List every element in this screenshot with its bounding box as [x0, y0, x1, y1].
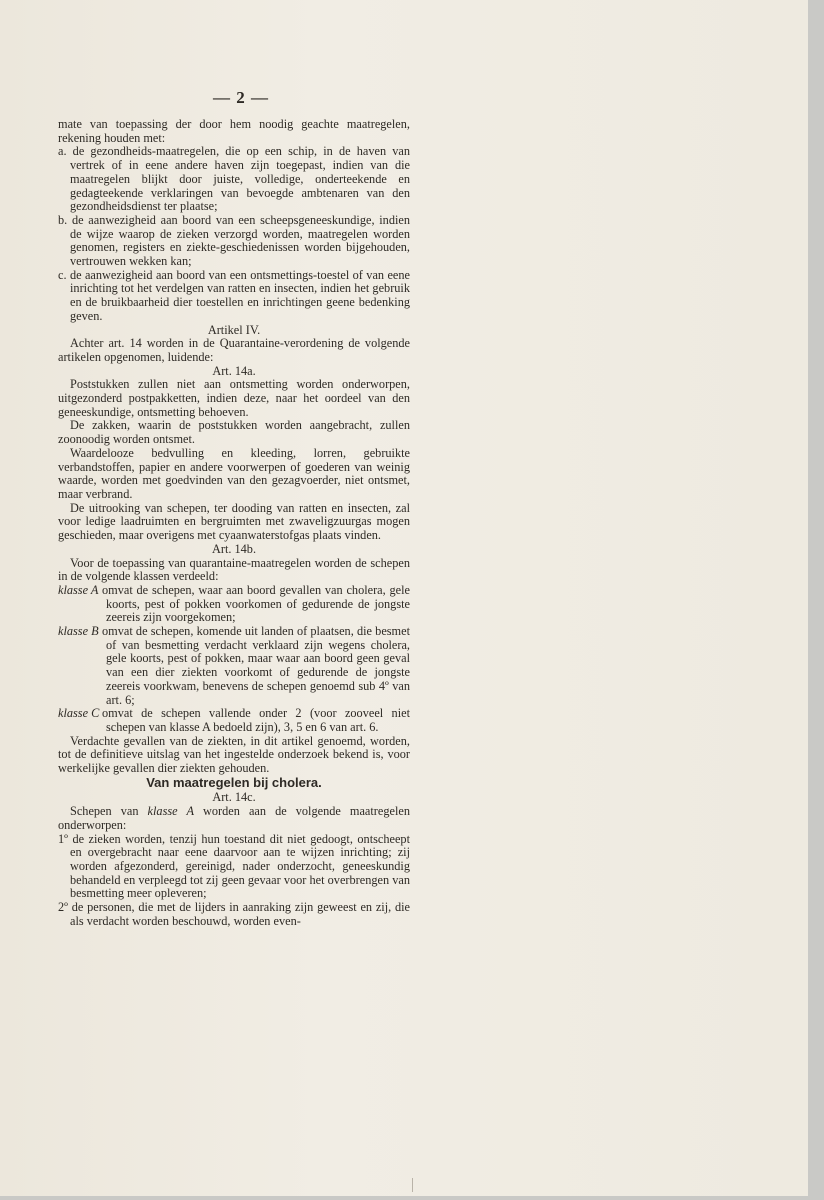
numbered-item-1: 1º de zieken worden, tenzij hun toestand dit niet gedoogt, ontscheept en overgebracht naar eene daarvoor aan te wijzen inrichting; zij worden afgezonderd, gereinigd, nader onderzocht, geneeskundig behandeld en verpleegd tot zij geen gevaar voor het overbrengen van besmetting meer opleveren;	[58, 831, 410, 901]
paragraph-intro: mate van toepassing der door hem noodig geachte maatregelen, rekening houden met:	[58, 117, 410, 145]
numbered-item-2: 2º de personen, die met de lijders in aanraking zijn geweest en zij, die als verdacht worden beschouwd, worden even-	[58, 900, 410, 928]
page-edge	[808, 0, 824, 1200]
fold-mark	[412, 1178, 413, 1192]
klasse-ref: klasse A	[147, 804, 194, 819]
article-heading: Artikel IV.	[207, 322, 261, 337]
list-item-c: c. de aanwezigheid aan boord van een ontsmettings-toestel of van eene inrichting tot het verdelgen van ratten en insecten, indien het gebruik en de bruikbaarheid dier toestellen en inrichtingen geene bedenking geven.	[58, 267, 410, 323]
klasse-b-item: klasse B omvat de schepen, komende uit landen of plaatsen, die besmet of van besmetting verdacht verklaard zijn wegens cholera, gele koorts, pest of pokken, maar waar aan boord geen geval van een dier ziekten voorkomt of gedurende de jongste zeereis voorkwam, benevens de schepen genoemd sub 4º van art. 6;	[58, 624, 410, 707]
section-heading-14c: Art. 14c.	[212, 790, 256, 805]
paragraph: De uitrooking van schepen, ter dooding van ratten en insecten, zal voor ledige laadruimten en bergruimten met zwaveligzuurgas mogen geschieden, maar overigens met cyaanwaterstofgas plaats vinden.	[58, 500, 410, 543]
paragraph: Schepen van klasse A worden aan de volgende maatregelen onderworpen:	[58, 804, 410, 832]
section-heading-14b: Art. 14b.	[211, 541, 257, 556]
text-column	[58, 118, 410, 928]
paragraph: Voor de toepassing van quarantaine-maatregelen worden de schepen in de volgende klassen verdeeld:	[58, 555, 410, 584]
paragraph: Poststukken zullen niet aan ontsmetting worden onderworpen, uitgezonderd postpakketten, indien deze, naar het oordeel van den geneeskundige, ontsmetting behoeven.	[58, 377, 410, 419]
klasse-a-item: klasse A omvat de schepen, waar aan boord gevallen van cholera, gele koorts, pest of pokken voorkomen of gedurende de jongste zeereis zijn voorgekomen;	[58, 582, 410, 625]
paragraph: Achter art. 14 worden in de Quarantaine-verordening de volgende artikelen opgenomen, luidende:	[58, 336, 410, 364]
paragraph: Waardelooze bedvulling en kleeding, lorren, gebruikte verbandstoffen, papier en andere voorwerpen of goederen van weinig waarde, worden met goedvinden van den gezagvoerder, niet ontsmet, maar verbrand.	[58, 445, 410, 501]
paragraph: De zakken, waarin de poststukken worden aangebracht, zullen zoonoodig worden ontsmet.	[58, 418, 410, 447]
klasse-c-item: klasse C omvat de schepen vallende onder 2 (voor zooveel niet schepen van klasse A bedoeld zijn), 3, 5 en 6 van art. 6.	[58, 706, 410, 734]
page-number: — 2 —	[213, 88, 269, 107]
list-item-a: a. de gezondheids-maatregelen, die op een schip, in de haven van vertrek of in eene andere haven zijn toegepast, indien van die maatregelen blijkt door juiste, volledige, onderteekende en gedagteekende verklaringen van bevoegde ambtenaren van den gezondheidsdienst ter plaatse;	[58, 144, 410, 214]
klasse-label: klasse B	[58, 624, 99, 639]
klasse-label: klasse A	[58, 582, 99, 597]
klasse-label: klasse C	[58, 706, 100, 721]
section-heading-14a: Art. 14a.	[212, 363, 256, 378]
paragraph: Verdachte gevallen van de ziekten, in dit artikel genoemd, worden, tot de definitieve uitslag van het ingestelde onderzoek bekend is, voor werkelijke gevallen dier ziekten gehouden.	[58, 733, 410, 776]
bold-section-heading: Van maatregelen bij cholera.	[146, 774, 322, 790]
list-item-b: b. de aanwezigheid aan boord van een scheepsgeneeskundige, indien de wijze waarop de zieken verzorgd worden, maatregelen worden genomen, registers en ziekte-geschiedenissen worden bijgehouden, vertrouwen wekken kan;	[58, 212, 410, 269]
